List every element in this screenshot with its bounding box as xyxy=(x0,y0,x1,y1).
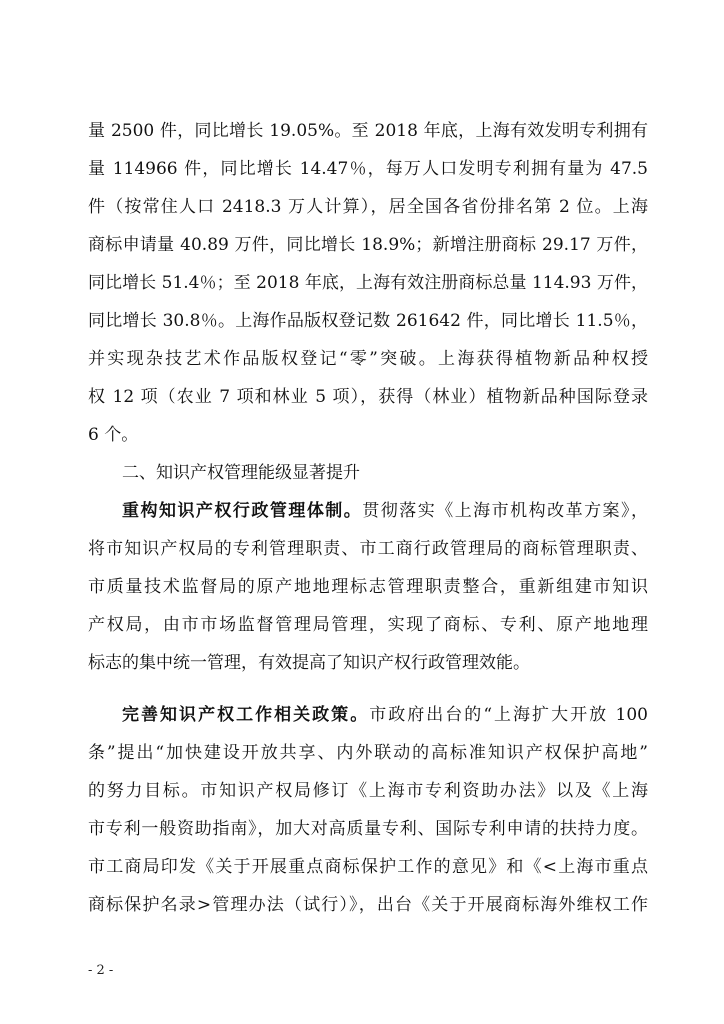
text-line: 条”提出“加快建设开放共享、内外联动的高标准知识产权保护高地” xyxy=(88,743,648,763)
paragraph-lead: 完善知识产权工作相关政策。 xyxy=(122,705,370,725)
text-line: 标志的集中统一管理，有效提高了知识产权行政管理效能。 xyxy=(88,653,530,673)
text-line: 市工商局印发《关于开展重点商标保护工作的意见》和《<上海市重点 xyxy=(88,857,648,877)
text-line: 产权局，由市市场监督管理局管理，实现了商标、专利、原产地地理 xyxy=(88,615,648,635)
text-line: 量 2500 件，同比增长 19.05%。至 2018 年底，上海有效发明专利拥有 xyxy=(88,121,648,141)
text-line: 并实现杂技艺术作品版权登记“零”突破。上海获得植物新品种权授 xyxy=(88,349,648,369)
text-line: 同比增长 30.8％。上海作品版权登记数 261642 件，同比增长 11.5％， xyxy=(88,311,648,331)
text-line: 市专利一般资助指南》，加大对高质量专利、国际专利申请的扶持力度。 xyxy=(88,819,648,839)
text-line: 商标申请量 40.89 万件，同比增长 18.9%；新增注册商标 29.17 万件， xyxy=(88,235,648,255)
section-heading: 二、知识产权管理能级显著提升 xyxy=(122,463,360,483)
page-number: - 2 - xyxy=(88,963,114,978)
paragraph-text: 贯彻落实《上海市机构改革方案》， xyxy=(362,501,648,521)
text-line: 件（按常住人口 2418.3 万人计算），居全国各省份排名第 2 位。上海 xyxy=(88,197,648,217)
paragraph-first-line xyxy=(122,700,648,730)
text-line: 市质量技术监督局的原产地地理标志管理职责整合，重新组建市知识 xyxy=(88,577,648,597)
paragraph-lead: 重构知识产权行政管理体制。 xyxy=(122,501,363,521)
text-line: 商标保护名录>管理办法（试行）》，出台《关于开展商标海外维权工作 xyxy=(88,895,648,915)
text-line: 权 12 项（农业 7 项和林业 5 项），获得（林业）植物新品种国际登录 xyxy=(88,387,648,407)
text-line: 6 个。 xyxy=(88,425,139,445)
text-line: 量 114966 件，同比增长 14.47％，每万人口发明专利拥有量为 47.5 xyxy=(88,159,648,179)
text-line: 将市知识产权局的专利管理职责、市工商行政管理局的商标管理职责、 xyxy=(88,539,648,559)
paragraph-first-line xyxy=(122,496,648,526)
paragraph-text: 市政府出台的“上海扩大开放 100 xyxy=(369,705,648,725)
text-line: 同比增长 51.4％；至 2018 年底，上海有效注册商标总量 114.93 万件， xyxy=(88,273,648,293)
text-line: 的努力目标。市知识产权局修订《上海市专利资助办法》以及《上海 xyxy=(88,781,648,801)
